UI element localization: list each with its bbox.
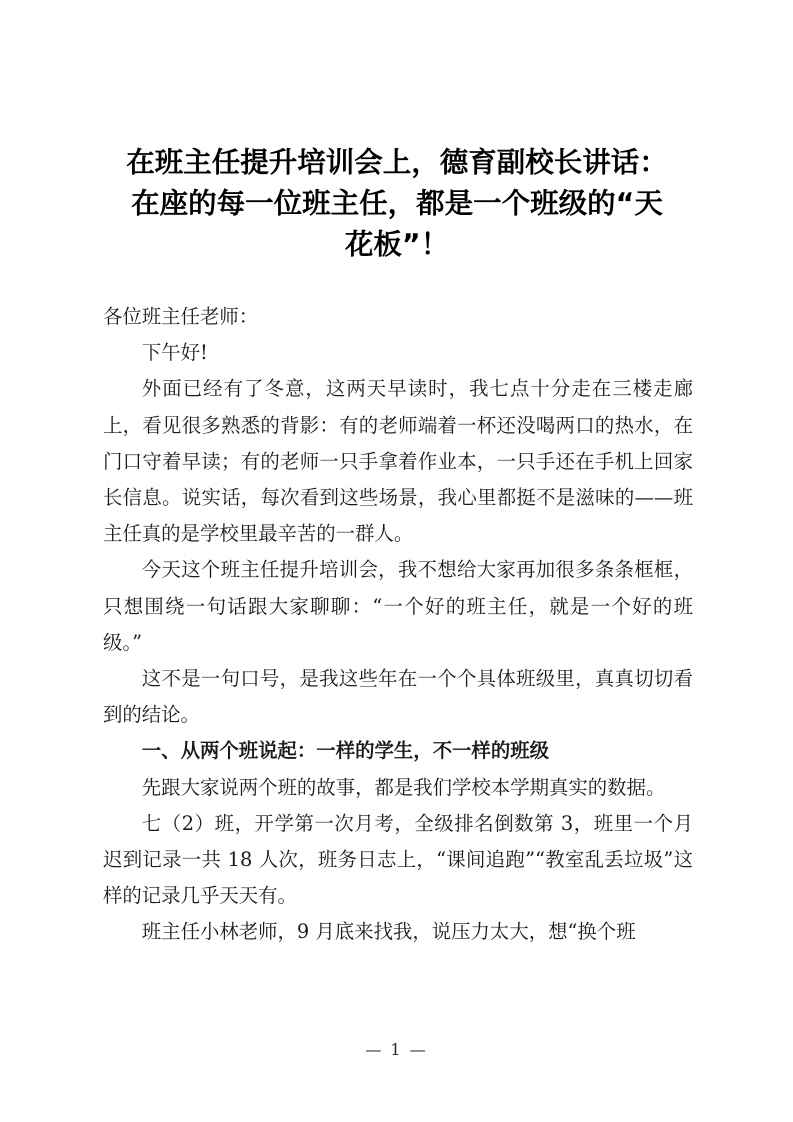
paragraph-salutation: 各位班主任老师：	[103, 305, 259, 328]
title-line-1: 在班主任提升培训会上，德育副校长讲话：	[126, 146, 668, 179]
paragraph-2: 今天这个班主任提升培训会，我不想给大家再加很多条条框框，只想围绕一句话跟大家聊聊：“一个好的班主任，就是一个好的班级。”	[103, 558, 693, 654]
page-title	[103, 142, 691, 265]
title-line-3: 花板”！	[344, 228, 450, 261]
document-body	[103, 299, 693, 951]
page-number-footer: — 1 —	[365, 1040, 428, 1059]
paragraph-4: 先跟大家说两个班的故事，都是我们学校本学期真实的数据。	[141, 775, 666, 799]
paragraph-greeting: 下午好!	[141, 341, 208, 365]
paragraph-3: 这不是一句口号，是我这些年在一个个具体班级里，真真切切看到的结论。	[103, 667, 693, 727]
title-line-2: 在座的每一位班主任，都是一个班级的“天	[131, 187, 663, 220]
paragraph-5: 七（2）班，开学第一次月考，全级排名倒数第 3，班里一个月迟到记录一共 18 人次，班务日志上，“课间追跑”“教室乱丢垃圾”这样的记录几乎天天有。	[103, 811, 693, 908]
paragraph-6: 班主任小林老师，9 月底来找我，说压力太大，想“换个班	[141, 920, 636, 944]
section-heading-1: 一、从两个班说起：一样的学生，不一样的班级	[141, 739, 549, 763]
paragraph-1: 外面已经有了冬意，这两天早读时，我七点十分走在三楼走廊上，看见很多熟悉的背影：有的老师端着一杯还没喝两口的热水，在门口守着早读；有的老师一只手拿着作业本，一只手还在手机上回家长信息。说实话，每次看到这些场景，我心里都挺不是滋味的——班主任真的是学校里最辛苦的一群人。	[103, 377, 693, 546]
